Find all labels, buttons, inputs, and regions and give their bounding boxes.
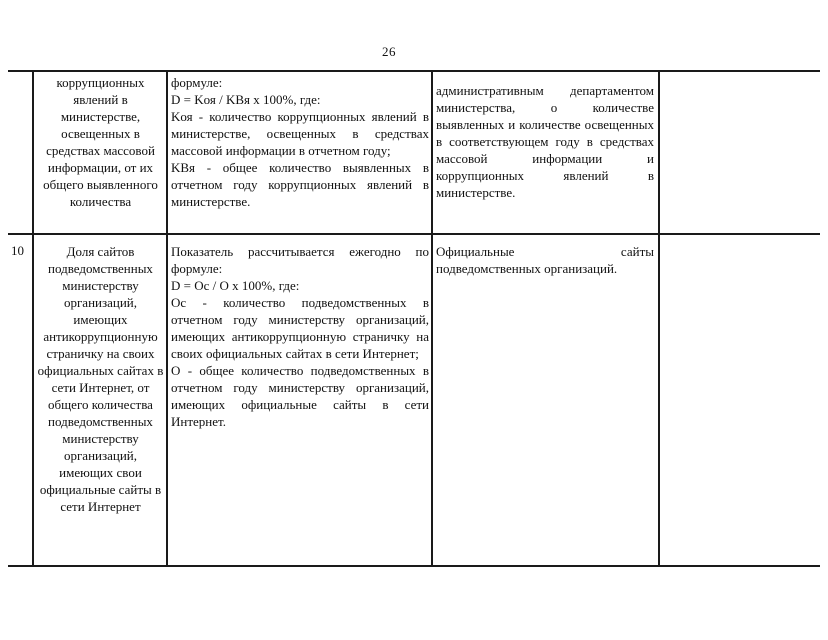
- formula-line: D = Oс / O х 100%, где:: [171, 278, 300, 293]
- formula-intro-line: формуле:: [171, 75, 223, 90]
- formula-line: D = Kоя / KВя х 100%, где:: [171, 92, 321, 107]
- column-divider: [658, 70, 660, 566]
- column-divider: [32, 70, 34, 566]
- formula-variable-line: KВя - общее количество выявленных в отчетном году коррупционных явлений в министерстве.: [171, 160, 429, 209]
- indicator-cell: коррупционных явлений в министерстве, освещенных в средствах массовой информации, от их общего выявленного количества: [43, 75, 158, 209]
- row-number: 10: [11, 243, 24, 258]
- source-cell: Официальные сайты подведомственных организаций.: [436, 244, 654, 276]
- table-top-border: [8, 70, 820, 72]
- formula-intro-line: Показатель рассчитывается ежегодно по формуле:: [171, 244, 429, 276]
- formula-variable-line: Kоя - количество коррупционных явлений в министерстве, освещенных в средствах массовой информации в отчетном году;: [171, 109, 429, 158]
- row-divider: [8, 233, 820, 235]
- formula-variable-line: Oс - количество подведомственных в отчетном году министерству организаций, имеющих антикоррупционную страничку на своих официальных сайтах в сети Интернет;: [171, 295, 429, 361]
- page-number: 26: [382, 44, 396, 59]
- column-divider: [431, 70, 433, 566]
- source-cell: административным департаментом министерства, о количестве выявленных и количестве освещенных в соответствующем году в средствах массовой информации и коррупционных явлений в министерстве.: [436, 83, 654, 200]
- formula-variable-line: O - общее количество подведомственных в отчетном году министерству организаций, имеющих официальные сайты в сети Интернет.: [171, 363, 429, 429]
- indicator-cell: Доля сайтов подведомственных министерству организаций, имеющих антикоррупционную страничку на своих официальных сайтах в сети Интернет, от общего количества подведомственных министерству организаций, имеющих свои официальные сайты в сети Интернет: [37, 244, 164, 514]
- table-bottom-border: [8, 565, 820, 567]
- column-divider: [166, 70, 168, 566]
- method-cell: [171, 243, 429, 430]
- method-cell: [171, 74, 429, 210]
